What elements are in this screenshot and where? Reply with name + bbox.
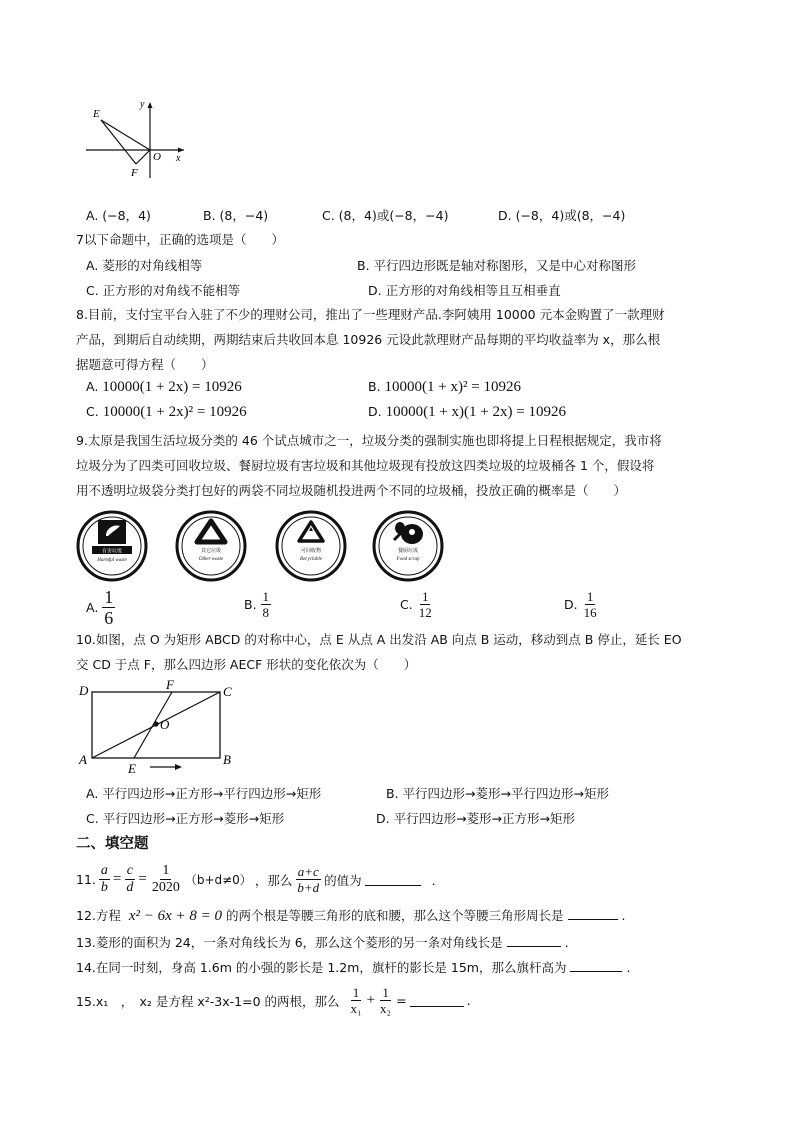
fraction-denominator: x₁ (350, 1001, 362, 1016)
y-axis-label: y (140, 99, 145, 110)
q7-stem: 7以下命题中，正确的选项是（ ） (76, 232, 284, 247)
q9-option-d-label: D. (564, 597, 578, 612)
q13-text: 13.菱形的面积为 24，一条对角线长为 6，那么这个菱形的另一条对角线长是 (76, 935, 503, 950)
fraction-denominator: b+d (297, 880, 320, 895)
fraction-numerator: a (100, 863, 108, 878)
equals-sign: = (138, 871, 147, 887)
other-waste-en-label: Other waste (198, 557, 224, 562)
q7-option-b[interactable]: B. 平行四边形既是轴对称图形，又是中心对称图形 (357, 258, 637, 273)
q8-option-b-label: B. (368, 379, 381, 394)
fraction-1-over-2020 (150, 864, 182, 895)
q7-option-c[interactable]: C. 正方形的对角线不能相等 (86, 283, 241, 298)
q12-equation: x² − 6x + 8 = 0 (128, 908, 223, 924)
fraction-numerator: 1 (382, 985, 389, 1000)
q15-end-mark: . (466, 993, 471, 1008)
q8-option-d[interactable] (368, 404, 566, 421)
harmful-waste-en-label: Harmful waste (97, 558, 127, 563)
point-e-label: E (128, 761, 136, 776)
point-f-label: F (131, 167, 138, 179)
fraction-denominator: 6 (104, 608, 114, 628)
recyclable-en-label: Recyclable (300, 557, 322, 562)
q8-option-c-label: C. (86, 404, 99, 419)
fraction-denominator: 12 (418, 605, 432, 620)
q10-stem-line2: 交 CD 于点 F，那么四边形 AECF 形状的变化依次为（ ） (76, 657, 417, 672)
vertex-f-label: F (166, 678, 174, 692)
q6-option-c[interactable]: C. (8，4)或(−8，−4) (322, 208, 449, 223)
q10-option-d[interactable]: D. 平行四边形→菱形→正方形→矩形 (376, 811, 575, 826)
section-title-fill-in: 二、填空题 (76, 836, 149, 852)
q15 (76, 986, 471, 1015)
q11-then-text: ，那么 (254, 872, 293, 888)
q12-text: 的两个根是等腰三角形的底和腰，那么这个等腰三角形周长是 (226, 908, 564, 923)
coordinate-figure (84, 98, 194, 182)
equals-sign: = (112, 871, 122, 887)
fraction-denominator: 16 (583, 605, 597, 620)
q8-option-b-expr: 10000(1 + x)² = 10926 (384, 379, 521, 395)
point-e-label: E (93, 108, 100, 120)
q8-option-b[interactable] (368, 379, 521, 396)
q11-answer-blank[interactable] (365, 873, 421, 886)
recyclable-icon (275, 510, 347, 582)
q7-option-a[interactable]: A. 菱形的对角线相等 (86, 258, 203, 273)
q9-option-a[interactable] (86, 588, 115, 627)
q8-option-a[interactable] (86, 379, 242, 396)
fraction-denominator: x₂ (380, 1001, 392, 1016)
q11 (76, 864, 444, 895)
q9-stem-line3: 用不透明垃圾袋分类打包好的两袋不同垃圾随机投进两个不同的垃圾桶，投放正确的概率是（ ） (76, 483, 627, 498)
food-scrap-cn-label: 餐厨垃圾 (397, 549, 419, 554)
q8-option-c-expr: 10000(1 + 2x)² = 10926 (102, 404, 247, 420)
q12-end-mark: . (621, 908, 626, 923)
fraction-1-over-x2 (378, 986, 393, 1015)
fraction-denominator: d (126, 880, 134, 895)
q14-end-mark: . (626, 960, 631, 975)
recyclable-cn-label: 可回收物 (300, 549, 322, 554)
q9-stem-line1: 9.太原是我国生活垃圾分类的 46 个试点城市之一，垃圾分类的强制实施也即将提上日程根据规定，我市将 (76, 433, 662, 448)
q13-answer-blank[interactable] (507, 934, 561, 947)
q14-text: 14.在同一时刻，身高 1.6m 的小强的影长是 1.2m，旗杆的影长是 15m，那么旗杆高为 (76, 960, 567, 975)
q15-answer-blank[interactable] (410, 994, 464, 1007)
fraction-numerator: a+c (297, 864, 319, 879)
other-waste-cn-label: 其它垃圾 (200, 549, 222, 554)
rectangle-figure (76, 678, 246, 778)
q13-end-mark: . (564, 935, 569, 950)
q12-prefix: 12.方程 (76, 908, 121, 923)
fraction-numerator: 1 (262, 589, 270, 604)
q15-text: 15.x₁ ， x₂ 是方程 x²-3x-1=0 的两根，那么 (76, 993, 340, 1009)
q8-stem-line1: 8.目前，支付宝平台入驻了不少的理财公司，推出了一些理财产品.李阿姨用 10000 元本金购置了一款理财 (76, 307, 665, 322)
fraction-numerator: 1 (421, 589, 429, 604)
q6-option-b[interactable]: B. (8，−4) (203, 208, 269, 223)
q9-option-b-label: B. (244, 597, 257, 612)
harmful-waste-icon (76, 510, 148, 582)
fraction-numerator: 1 (104, 587, 114, 607)
fraction-numerator: c (126, 863, 133, 878)
q8-option-a-expr: 10000(1 + 2x) = 10926 (102, 379, 242, 395)
vertex-b-label: B (223, 752, 231, 767)
q9-option-c-label: C. (400, 597, 413, 612)
q8-option-d-label: D. (368, 404, 382, 419)
q10-option-b[interactable]: B. 平行四边形→菱形→平行四边形→矩形 (386, 786, 609, 801)
fraction-numerator: 1 (586, 589, 594, 604)
vertex-c-label: C (223, 684, 232, 699)
q8-option-d-expr: 10000(1 + x)(1 + 2x) = 10926 (385, 404, 566, 420)
q10-stem-line1: 10.如图，点 O 为矩形 ABCD 的对称中心，点 E 从点 A 出发沿 AB 向点 B 运动，移动到点 B 停止，延长 EO (76, 632, 682, 647)
q11-number: 11. (76, 872, 96, 887)
q9-option-c-fraction (417, 590, 434, 619)
q9-option-a-label: A. (86, 600, 99, 615)
q9-option-c[interactable] (400, 590, 434, 619)
fraction-c-over-d (124, 864, 135, 895)
harmful-waste-cn-label: 有害垃圾 (101, 549, 123, 555)
q14-answer-blank[interactable] (570, 959, 622, 972)
q11-tail-text: 的值为 (324, 872, 362, 888)
vertex-a-label: A (79, 752, 87, 767)
fraction-numerator: 1 (162, 863, 170, 878)
q8-option-a-label: A. (86, 379, 99, 394)
plus-sign: + (366, 992, 376, 1008)
other-waste-icon (175, 510, 247, 582)
center-o-label: O (160, 717, 170, 732)
food-scrap-icon (372, 510, 444, 582)
q8-stem-line2: 产品，到期后自动续期，两期结束后共收回本息 10926 元设此款理财产品每期的平均收益率为 x，那么根 (76, 332, 661, 347)
q14 (76, 958, 630, 976)
food-scrap-en-label: Food scrap (396, 557, 420, 562)
equals-sign: = (396, 993, 407, 1008)
q13 (76, 933, 569, 951)
fraction-denominator: 8 (262, 605, 270, 620)
fraction-numerator: 1 (352, 985, 360, 1000)
q10-option-a[interactable]: A. 平行四边形→正方形→平行四边形→矩形 (86, 786, 322, 801)
fraction-denominator: 2020 (151, 880, 180, 895)
vertex-d-label: D (79, 683, 89, 698)
fraction-a-over-b (99, 864, 110, 895)
q11-end-mark: ． (431, 872, 445, 888)
q9-option-b-fraction (261, 590, 272, 619)
origin-label: O (153, 151, 161, 163)
fraction-sum (295, 865, 321, 894)
x-axis-label: x (176, 153, 181, 164)
q9-option-d-fraction (582, 590, 599, 619)
q6-option-a[interactable]: A. (−8，4) (86, 208, 151, 223)
q8-stem-line3: 据题意可得方程（ ） (76, 357, 214, 372)
q7-option-d[interactable]: D. 正方形的对角线相等且互相垂直 (368, 283, 561, 298)
q9-option-b[interactable] (244, 590, 271, 619)
q6-option-d[interactable]: D. (−8，4)或(8，−4) (498, 208, 626, 223)
q10-option-c[interactable]: C. 平行四边形→正方形→菱形→矩形 (86, 811, 285, 826)
fraction-denominator: b (100, 880, 108, 895)
q11-condition: （b+d≠0） (184, 873, 252, 887)
q12-answer-blank[interactable] (568, 907, 618, 920)
q9-option-a-fraction (102, 588, 115, 627)
q9-stem-line2: 垃圾分为了四类可回收垃圾、餐厨垃圾有害垃圾和其他垃圾现有投放这四类垃圾的垃圾桶各 1 个，假设将 (76, 458, 655, 473)
q9-option-d[interactable] (564, 590, 599, 619)
fraction-1-over-x1 (349, 986, 364, 1015)
q8-option-c[interactable] (86, 404, 247, 421)
q12 (76, 906, 626, 925)
